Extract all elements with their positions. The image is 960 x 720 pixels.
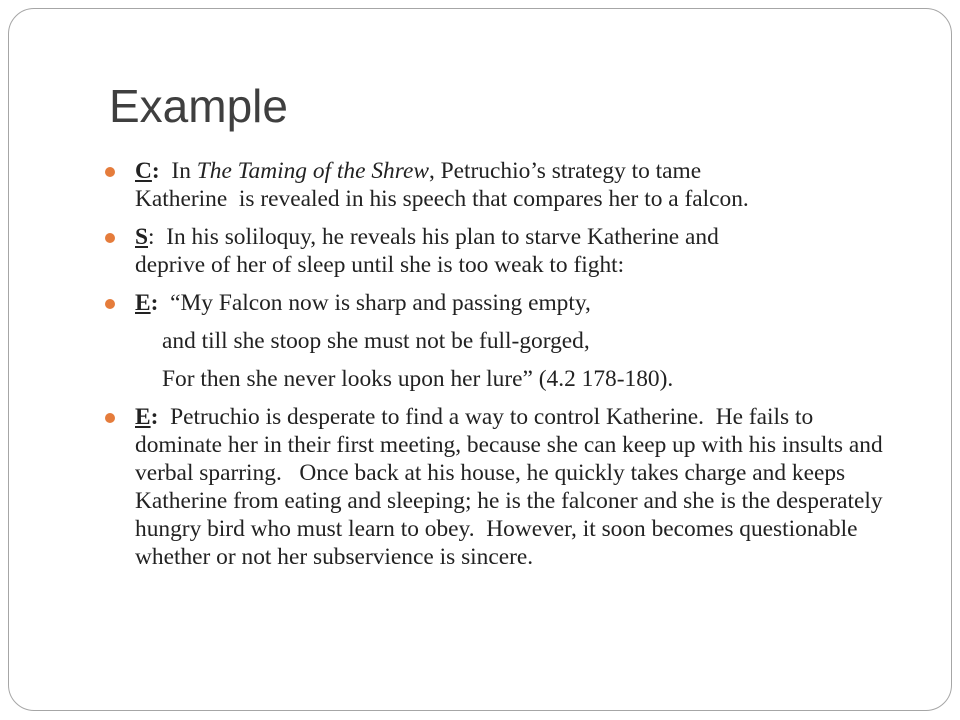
bullet-evidence-line-1 bbox=[135, 289, 895, 317]
bullet-explanation-text bbox=[135, 403, 895, 571]
claim-text-after: , Petruchio’s strategy to tame bbox=[428, 158, 702, 184]
bullet-dot-icon bbox=[105, 299, 115, 309]
support-text-line-1: In his soliloquy, he reveals his plan to starve Katherine and bbox=[154, 224, 719, 250]
claim-letter: C bbox=[135, 158, 152, 184]
bullet-claim bbox=[105, 157, 895, 213]
bullet-support-line-1 bbox=[135, 223, 895, 251]
explanation-letter: E bbox=[135, 404, 151, 430]
evidence-quote-line-2: and till she stoop she must not be full-gorged, bbox=[162, 328, 590, 354]
slide-content bbox=[105, 157, 895, 581]
explanation-colon: : bbox=[150, 404, 159, 430]
evidence-letter: E bbox=[135, 290, 151, 316]
evidence-quote-line-3: For then she never looks upon her lure” (4.2 178-180). bbox=[162, 366, 674, 392]
support-letter: S bbox=[135, 224, 149, 250]
bullet-dot-icon bbox=[105, 233, 115, 243]
bullet-claim-line-2: Katherine is revealed in his speech that compares her to a falcon. bbox=[135, 186, 749, 212]
evidence-quote-line-1: “My Falcon now is sharp and passing empty, bbox=[158, 290, 591, 316]
claim-colon: : bbox=[151, 158, 160, 184]
support-colon: : bbox=[148, 224, 155, 250]
bullet-claim-line-1 bbox=[135, 157, 895, 185]
bullet-dot-icon bbox=[105, 167, 115, 177]
bullet-explanation bbox=[105, 403, 895, 571]
bullet-support-line-2: deprive of her of sleep until she is too weak to fight: bbox=[135, 252, 625, 278]
evidence-colon: : bbox=[150, 290, 159, 316]
claim-text-before: In bbox=[159, 158, 197, 184]
slide-title: Example bbox=[109, 80, 288, 132]
bullet-support bbox=[105, 223, 895, 279]
bullet-dot-icon bbox=[105, 413, 115, 423]
claim-play-title: The Taming of the Shrew bbox=[196, 158, 429, 184]
explanation-body: Petruchio is desperate to find a way to control Katherine. He fails to dominate her in their first meeting, because she can keep up with his insults and verbal sparring. Once back at his house, he quickly takes charge and keeps Katherine from eating and sleeping; he is the falconer and she is the desperately hungry bird who must learn to obey. However, it soon becomes questionable whether or not her subservience is sincere. bbox=[135, 404, 889, 570]
bullet-evidence bbox=[105, 289, 895, 317]
